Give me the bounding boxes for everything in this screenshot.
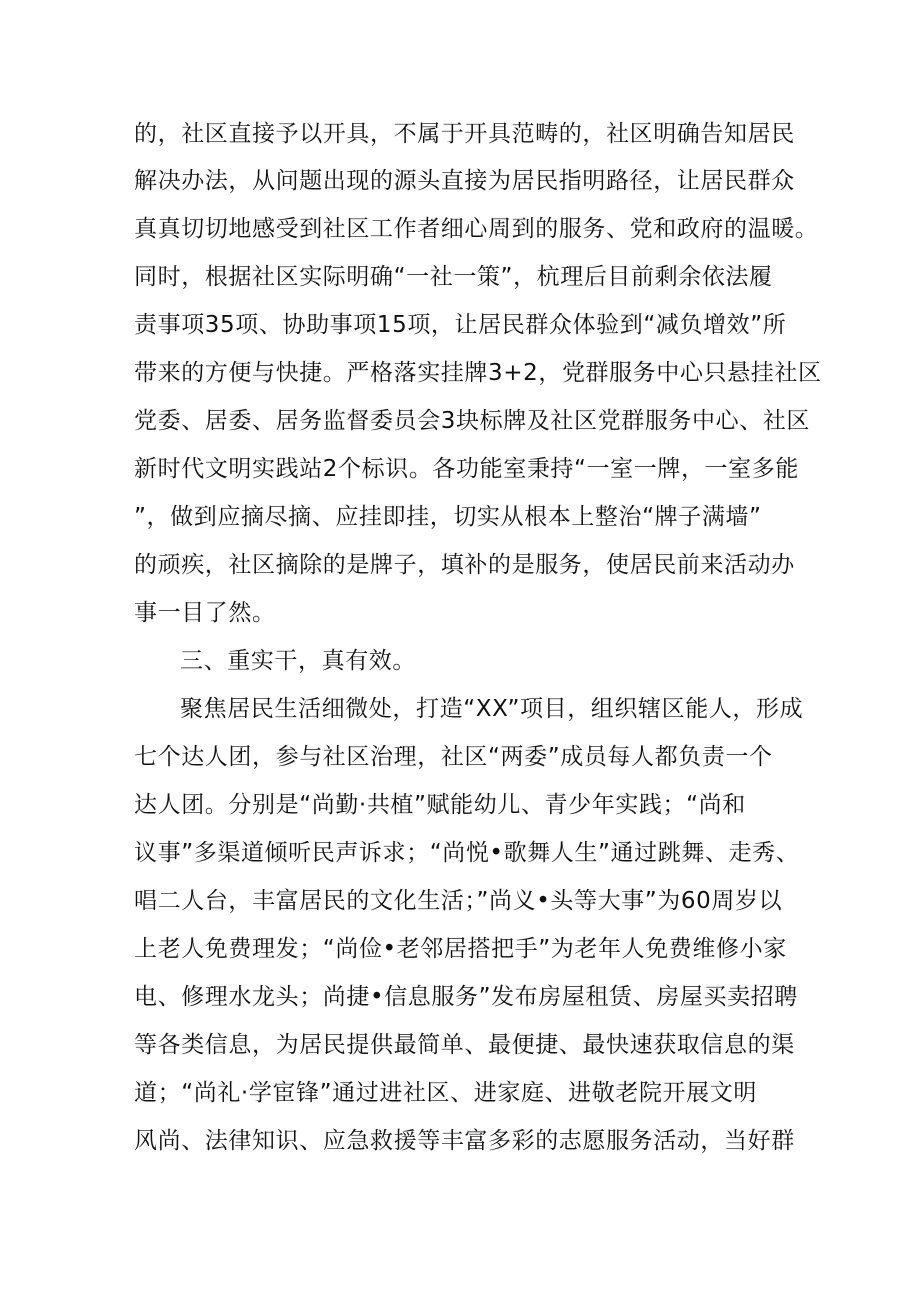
text-line: 同时，根据社区实际明确“一社一策”，杭理后目前剩余依法履 (134, 264, 773, 290)
text-line: 聚焦居民生活细微处，打造“XX”项目，组织辖区能人，形成 (180, 696, 804, 722)
text-line: ”，做到应摘尽摘、应挂即挂，切实从根本上整治“牌子满墙” (134, 504, 762, 530)
text-line: 带来的方便与快捷。严格落实挂牌3+2，党群服务中心只悬挂社区 (134, 360, 822, 386)
text-line: 达人团。分别是“尚勤·共植”赋能幼儿、青少年实践；“尚和 (134, 792, 746, 818)
text-line: 新时代文明实践站2个标识。各功能室秉持“一室一牌，一室多能 (134, 456, 799, 482)
text-line: 的顽疾，社区摘除的是牌子，填补的是服务，使居民前来活动办 (134, 552, 795, 578)
text-line: 电、修理水龙头；尚捷•信息服务”发布房屋租赁、房屋买卖招聘 (134, 984, 798, 1010)
text-line: 事一目了然。 (134, 600, 276, 626)
text-line: 道；“尚礼·学宦锋”通过进社区、进家庭、进敬老院开展文明 (134, 1080, 757, 1106)
text-line: 的，社区直接予以开具，不属于开具范畴的，社区明确告知居民 (134, 121, 795, 147)
text-line: 责事项35项、协助事项15项，让居民群众体验到“减负增效”所 (134, 312, 787, 338)
text-line: 唱二人台，丰富居民的文化生活；”尚义•头等大事”为60周岁以 (134, 888, 783, 914)
text-line: 七个达人团，参与社区治理，社区“两委”成员每人都负责一个 (134, 744, 773, 770)
text-line: 解决办法，从问题出现的源头直接为居民指明路径，让居民群众 (134, 168, 795, 194)
text-line: 上老人免费理发；“尚俭•老邻居搭把手”为老年人免费维修小家 (134, 936, 787, 962)
text-line: 等各类信息，为居民提供最简单、最便捷、最快速获取信息的渠 (134, 1032, 795, 1058)
text-line: 党委、居委、居务监督委员会3块标牌及社区党群服务中心、社区 (134, 408, 811, 434)
text-line: 议事”多渠道倾听民声诉求；“尚悦•歌舞人生”通过跳舞、走秀、 (134, 840, 800, 866)
text-line: 风尚、法律知识、应急救援等丰富多彩的志愿服务活动，当好群 (134, 1128, 795, 1154)
section-heading: 三、重实干，真有效。 (180, 648, 416, 674)
text-line: 真真切切地感受到社区工作者细心周到的服务、党和政府的温暖。 (134, 216, 819, 242)
